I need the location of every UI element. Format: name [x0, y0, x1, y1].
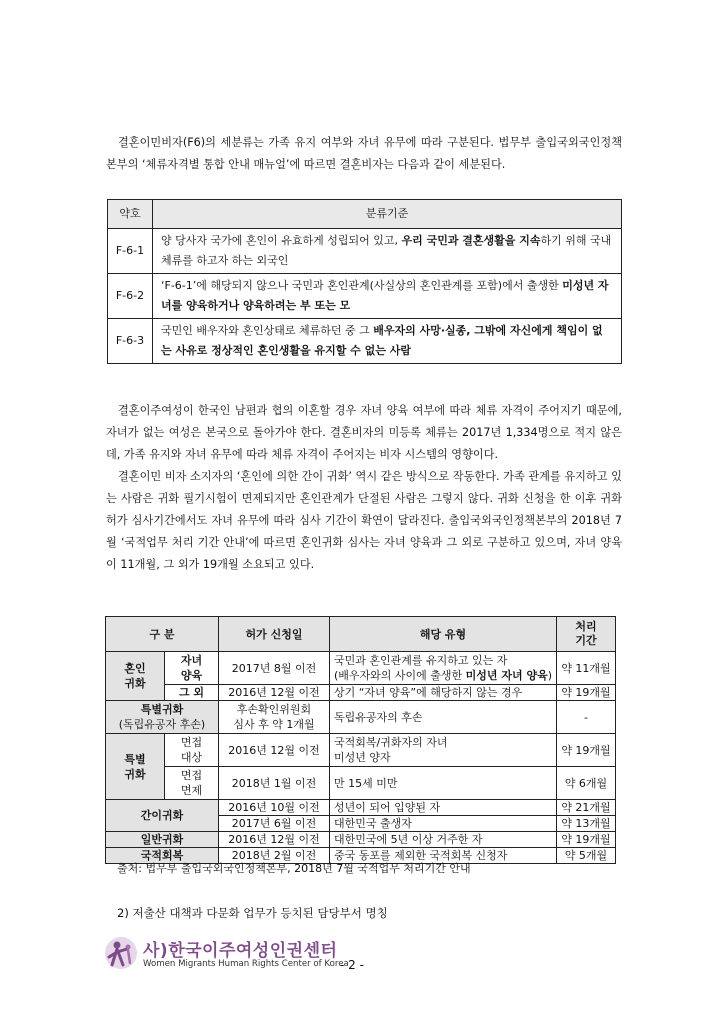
table-source-caption: 출처: 법무부 출입국외국인정책본부, 2018년 7월 국적업무 처리기간 안내	[117, 862, 471, 875]
group-label-general: 일반귀화	[106, 832, 219, 848]
organization-logo-icon	[103, 935, 139, 971]
visa-code: F-6-3	[108, 319, 153, 364]
date-cell: 2016년 12월 이전	[218, 685, 329, 701]
organization-name-korean: 사)한국이주여성인권센터	[143, 941, 338, 961]
table-row	[106, 767, 616, 800]
column-header-criteria: 분류기준	[153, 200, 622, 229]
date-cell: 2017년 8월 이전	[218, 652, 329, 685]
date-cell: 2016년 12월 이전	[218, 832, 329, 848]
period-cell: 약 19개월	[557, 832, 616, 848]
table-row	[106, 652, 616, 685]
divorce-paragraph: 결혼이주여성이 한국인 남편과 협의 이혼할 경우 자녀 양육 여부에 따라 체류 자격이 주어지기 때문에, 자녀가 없는 여성은 본국으로 돌아가야 한다. 결혼비자의 미등록 체류는 2017년 1,334명으로 적지 않은데, 가족 유지와 자녀 유무에 따라 체류 자격이 주어지는 비자 시스템의 영향이다.	[106, 404, 622, 461]
visa-code: F-6-1	[108, 229, 153, 274]
table-row	[106, 685, 616, 701]
date-cell: 2018년 2월 이전	[218, 848, 329, 864]
group-label-marriage: 혼인 귀화	[106, 652, 165, 701]
section-subheading: 2) 저출산 대책과 다문화 업무가 등치된 담당부서 명칭	[117, 906, 388, 920]
table-row	[106, 800, 616, 816]
sub-label: 면접 대상	[165, 734, 219, 767]
date-cell: 2016년 10월 이전	[218, 800, 329, 816]
processing-period-table	[105, 616, 616, 864]
criteria-cell: 양 당사자 국가에 혼인이 유효하게 성립되어 있고, 우리 국민과 결혼생활을 지속하기 위해 국내 체류를 하고자 하는 외국인	[153, 229, 622, 274]
period-cell: 약 5개월	[557, 848, 616, 864]
period-cell: 약 21개월	[557, 800, 616, 816]
type-cell: 상기 “자녀 양육”에 해당하지 않는 경우	[329, 685, 556, 701]
sub-label: 면접 면제	[165, 767, 219, 800]
sub-label: 그 외	[165, 685, 219, 701]
sub-label: 자녀 양육	[165, 652, 219, 685]
type-cell: 국적회복/귀화자의 자녀 미성년 양자	[329, 734, 556, 767]
type-cell: 만 15세 미만	[329, 767, 556, 800]
table-row	[106, 734, 616, 767]
criteria-cell: ‘F-6-1’에 해당되지 않으나 국민과 혼인관계(사실상의 혼인관계를 포함)에서 출생한 미성년 자녀를 양육하거나 양육하려는 부 또는 모	[153, 274, 622, 319]
type-cell: 성년이 되어 입양된 자	[329, 800, 556, 816]
naturalization-paragraph: 결혼이민 비자 소지자의 ‘혼인에 의한 간이 귀화’ 역시 같은 방식으로 작동한다. 가족 관계를 유지하고 있는 사람은 귀화 필기시험이 면제되지만 혼인관계가 단절된 사람은 그렇지 않다. 귀화 신청을 한 이후 귀화 허가 심사기간에서도 자녀 유무에 따라 심사 기간이 확연이 달라진다. 출입국외국인정책본부의 2018년 7월 ‘국적업무 처리 기간 안내’에 따르면 혼인귀화 심사는 자녀 양육과 그 외로 구분하고 있으며, 자녀 양육이 11개월, 그 외가 19개월 소요되고 있다.	[106, 470, 622, 571]
type-cell: 중국 동포를 제외한 국적회복 신청자	[329, 848, 556, 864]
table-row	[108, 274, 622, 319]
period-cell: 약 19개월	[557, 685, 616, 701]
organization-name-english: Women Migrants Human Rights Center of Korea	[143, 959, 349, 969]
period-cell: 약 11개월	[557, 652, 616, 685]
visa-code: F-6-2	[108, 274, 153, 319]
column-header-category: 구 분	[106, 617, 219, 652]
table-row	[108, 229, 622, 274]
column-header-type: 해당 유형	[329, 617, 556, 652]
column-header-code: 약호	[108, 200, 153, 229]
page-number: - 2 -	[340, 958, 364, 972]
group-label-special: 특별 귀화	[106, 734, 165, 800]
type-cell: 대한민국에 5년 이상 거주한 자	[329, 832, 556, 848]
date-cell: 2016년 12월 이전	[218, 734, 329, 767]
group-label-simple: 간이귀화	[106, 800, 219, 832]
criteria-cell: 국민인 배우자와 혼인상태로 체류하던 중 그 배우자의 사망·실종, 그밖에 자신에게 책임이 없는 사유로 정상적인 혼인생활을 유지할 수 없는 사람	[153, 319, 622, 364]
table-row	[106, 701, 616, 734]
intro-paragraph: 결혼이민비자(F6)의 세분류는 가족 유지 여부와 자녀 유무에 따라 구분된다. 법무부 출입국외국인정책본부의 ‘체류자격별 통합 안내 매뉴얼’에 따르면 결혼비자는 다음과 같이 세분된다.	[106, 136, 622, 171]
column-header-period: 처리 기간	[557, 617, 616, 652]
period-cell: 약 13개월	[557, 816, 616, 832]
date-cell: 후손확인위원회 심사 후 약 1개월	[218, 701, 329, 734]
group-label-independence: 특별귀화 (독립유공자 후손)	[106, 701, 219, 734]
period-cell: 약 19개월	[557, 734, 616, 767]
table-row	[108, 319, 622, 364]
date-cell: 2018년 1월 이전	[218, 767, 329, 800]
type-cell: 독립유공자의 후손	[329, 701, 556, 734]
type-cell: 국민과 혼인관계를 유지하고 있는 자 (배우자와의 사이에 출생한 미성년 자녀 양육)	[329, 652, 556, 685]
period-cell: 약 6개월	[557, 767, 616, 800]
column-header-date: 허가 신청일	[218, 617, 329, 652]
type-cell: 대한민국 출생자	[329, 816, 556, 832]
date-cell: 2017년 6월 이전	[218, 816, 329, 832]
table-row	[106, 832, 616, 848]
visa-classification-table	[107, 199, 622, 364]
period-cell: -	[557, 701, 616, 734]
group-label-restoration: 국적회복	[106, 848, 219, 864]
